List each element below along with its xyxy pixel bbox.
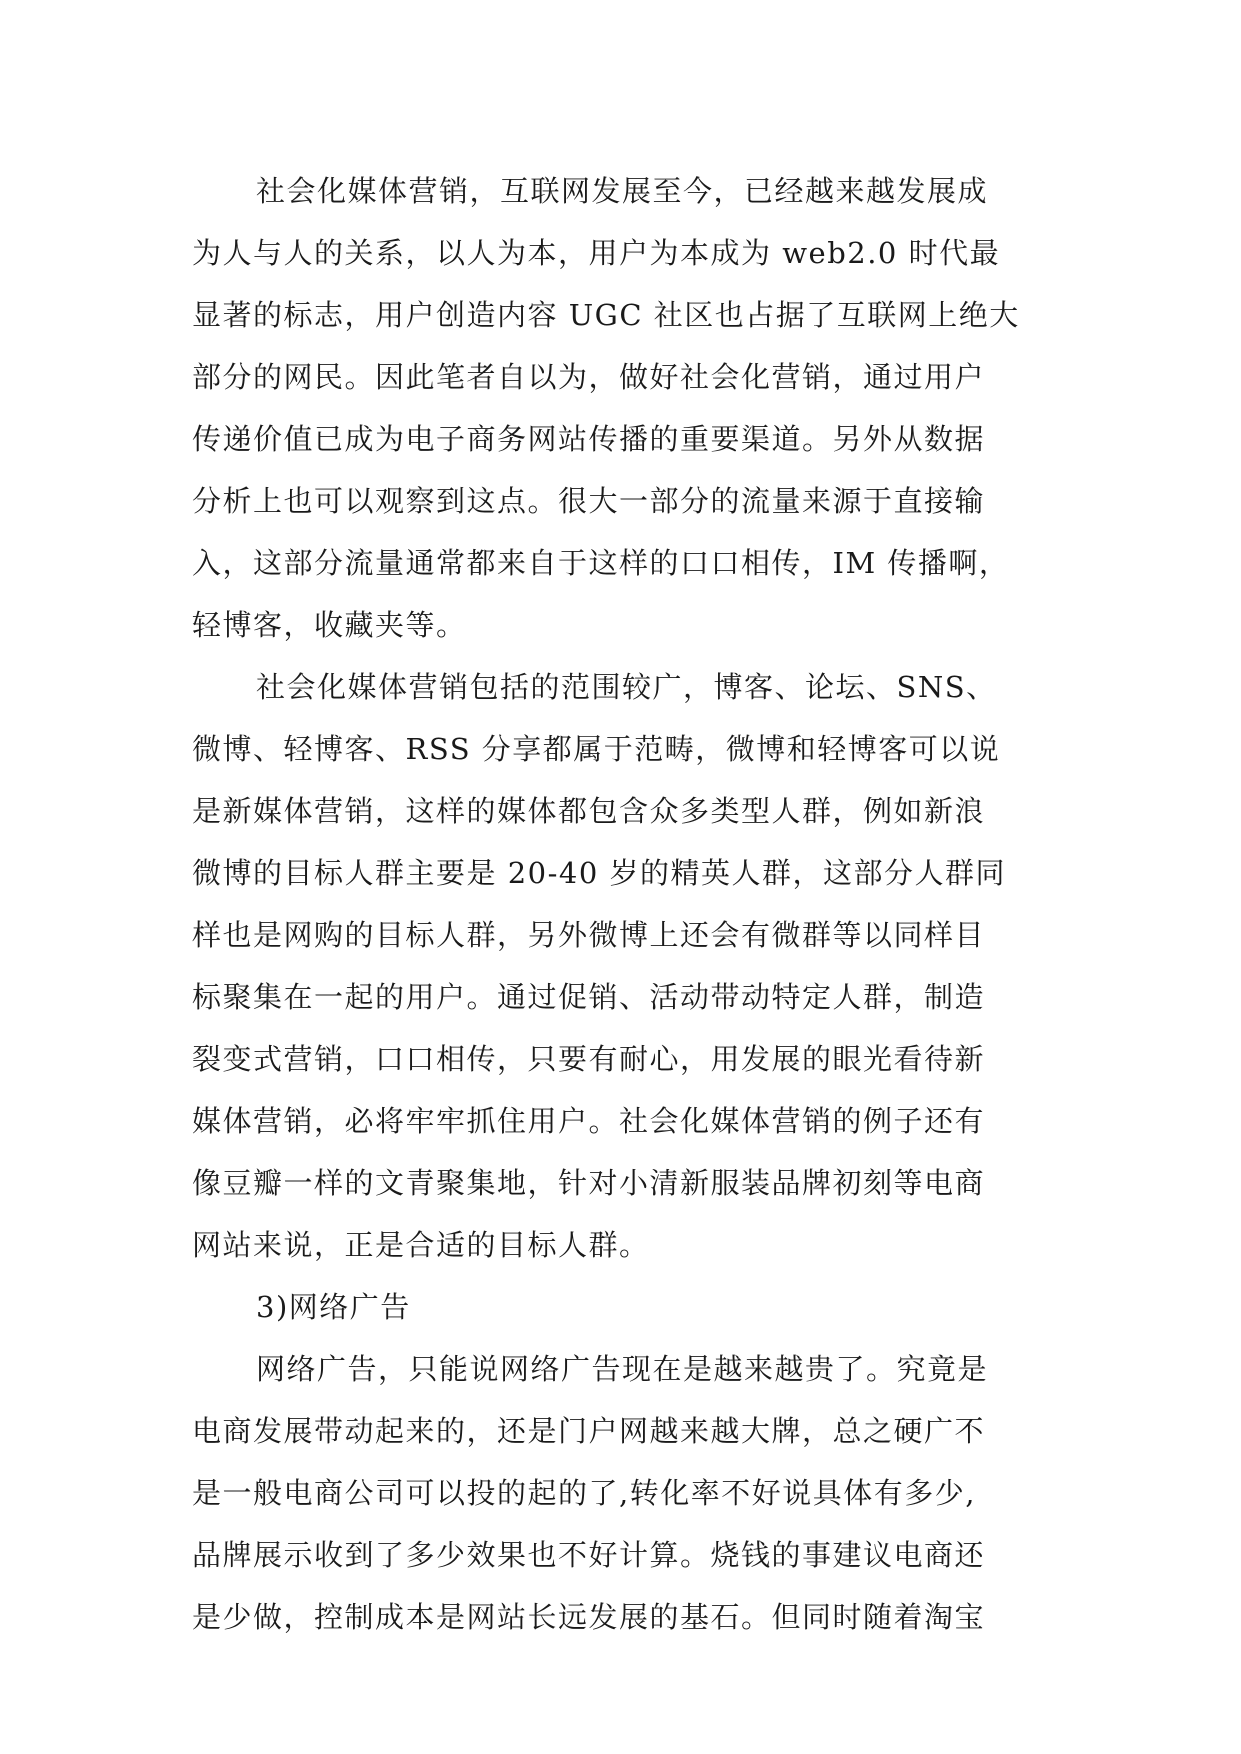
text-line: 显著的标志，用户创造内容 UGC 社区也占据了互联网上绝大 (192, 298, 1020, 332)
text-line: 社会化媒体营销包括的范围较广，博客、论坛、SNS、 (256, 670, 997, 704)
text-line: 是少做，控制成本是网站长远发展的基石。但同时随着淘宝 (192, 1600, 986, 1634)
text-line: 品牌展示收到了多少效果也不好计算。烧钱的事建议电商还 (192, 1538, 986, 1572)
text-line: 传递价值已成为电子商务网站传播的重要渠道。另外从数据 (192, 422, 986, 456)
text-line: 电商发展带动起来的，还是门户网越来越大牌，总之硬广不 (192, 1414, 986, 1448)
text-line: 标聚集在一起的用户。通过促销、活动带动特定人群，制造 (192, 980, 986, 1014)
text-line: 媒体营销，必将牢牢抓住用户。社会化媒体营销的例子还有 (192, 1104, 986, 1138)
text-line: 微博、轻博客、RSS 分享都属于范畴，微博和轻博客可以说 (192, 732, 1001, 766)
text-line: 样也是网购的目标人群，另外微博上还会有微群等以同样目 (192, 918, 986, 952)
paragraph-online-ads (192, 1338, 1052, 1648)
text-line: 为人与人的关系，以人为本，用户为本成为 web2.0 时代最 (192, 236, 1001, 270)
text-line: 裂变式营销，口口相传，只要有耐心，用发展的眼光看待新 (192, 1042, 986, 1076)
text-line: 轻博客，收藏夹等。 (192, 608, 467, 642)
text-line: 网站来说，正是合适的目标人群。 (192, 1228, 650, 1262)
text-line: 是一般电商公司可以投的起的了,转化率不好说具体有多少, (192, 1476, 976, 1510)
text-line: 部分的网民。因此笔者自以为，做好社会化营销，通过用户 (192, 360, 986, 394)
section-heading-online-ads (192, 1276, 1052, 1338)
text-line: 入，这部分流量通常都来自于这样的口口相传，IM 传播啊， (192, 546, 1010, 580)
paragraph-social-media-scope (192, 656, 1052, 1276)
text-line: 是新媒体营销，这样的媒体都包含众多类型人群，例如新浪 (192, 794, 986, 828)
text-line: 网络广告，只能说网络广告现在是越来越贵了。究竟是 (256, 1352, 989, 1386)
text-line: 微博的目标人群主要是 20-40 岁的精英人群，这部分人群同 (192, 856, 1007, 890)
paragraph-social-media-intro (192, 160, 1052, 656)
text-line: 像豆瓣一样的文青聚集地，针对小清新服装品牌初刻等电商 (192, 1166, 986, 1200)
section-heading: 3)网络广告 (256, 1290, 411, 1324)
text-line: 社会化媒体营销，互联网发展至今，已经越来越发展成 (256, 174, 989, 208)
document-body (192, 160, 1052, 1648)
text-line: 分析上也可以观察到这点。很大一部分的流量来源于直接输 (192, 484, 986, 518)
